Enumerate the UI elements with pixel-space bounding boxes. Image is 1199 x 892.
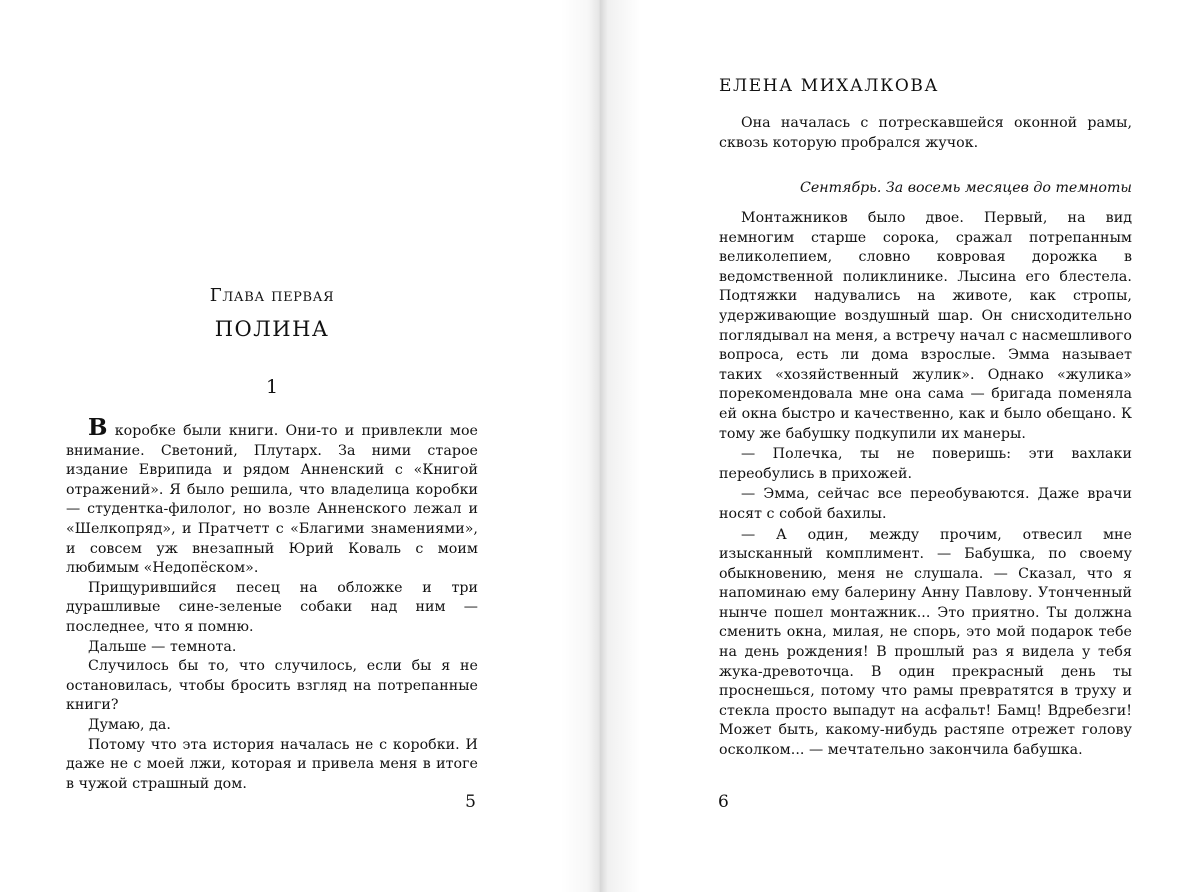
running-head: ЕЛЕНА МИХАЛКОВА (719, 76, 939, 96)
chapter-title: ПОЛИНА (214, 317, 330, 341)
intro-text (719, 114, 1132, 153)
right-page-text (719, 209, 1132, 762)
paragraph: — Полечка, ты не поверишь: эти вахлаки переобулись в прихожей. (719, 446, 1132, 482)
page-number-right: 6 (718, 792, 729, 812)
paragraph: Случилось бы то, что случилось, если бы я не остановилась, чтобы бросить взгляд на потрепанные книги? (66, 658, 478, 714)
left-page (0, 0, 598, 892)
drop-cap: В (88, 414, 108, 441)
date-line: Сентябрь. За восемь месяцев до темноты (800, 180, 1132, 196)
paragraph: Потому что эта история началась не с коробки. И даже не с моей лжи, которая и привела меня в итоге в чужой страшный дом. (66, 736, 478, 792)
section-number: 1 (265, 376, 279, 398)
paragraph: Думаю, да. (88, 716, 171, 733)
paragraph: Дальше — темнота. (88, 638, 237, 655)
opening-paragraph-text: коробке были книги. Они-то и привлекли мое внимание. Светоний, Плутарх. За ними старое издание Еврипида и рядом Анненский с «Книгой отражений». Я было решила, что владелица коробки — студентка-филолог, но возле Анненского лежал и «Шелкопряд», и Пратчетт с «Благими знамениями», и совсем уж внезапный Юрий Коваль с моим любимым «Недопёском». (66, 423, 478, 577)
paragraph: Прищурившийся песец на обложке и три дурашливые сине-зеленые собаки над ним — последнее, что я помню. (66, 579, 478, 635)
intro-paragraph: Она началась с потрескавшейся оконной рамы, сквозь которую пробрался жучок. (719, 115, 1132, 151)
opening-paragraph (66, 414, 478, 579)
right-page (600, 0, 1199, 892)
paragraph: Монтажников было двое. Первый, на вид немногим старше сорока, сражал потрепанным великолепием, словно ковровая дорожка в ведомственной поликлинике. Лысина его блестела. Подтяжки надувались на животе, как стропы, удерживающие воздушный шар. Он снисходительно поглядывал на меня, а встречу начал с насмешливого вопроса, есть ли дома взрослые. Эмма называет таких «хозяйственный жулик». Однако «жулика» порекомендовала мне она сама — бригада поменяла ей окна быстро и качественно, как и было обещано. К тому же бабушку подкупили их манеры. (719, 210, 1132, 442)
left-page-text (66, 414, 478, 794)
page-number-left: 5 (465, 792, 476, 812)
chapter-label: Глава первая (209, 285, 335, 306)
paragraph: — А один, между прочим, отвесил мне изысканный комплимент. — Бабушка, по своему обыкновению, меня не слушала. — Сказал, что я напоминаю ему балерину Анну Павлову. Утонченный нынче пошел монтажник... Это приятно. Ты должна сменить окна, милая, не спорь, это мой подарок тебе на день рождения! В прошлый раз я видела у тебя жука-древоточца. В один прекрасный день ты проснешься, потому что рамы превратятся в труху и стекла просто выпадут на асфальт! Бамц! Вдребезги! Может быть, какому-нибудь растяпе отрежет голову осколком... — мечтательно закончила бабушка. (719, 526, 1132, 759)
paragraph: — Эмма, сейчас все переобуваются. Даже врачи носят с собой бахилы. (719, 486, 1132, 522)
